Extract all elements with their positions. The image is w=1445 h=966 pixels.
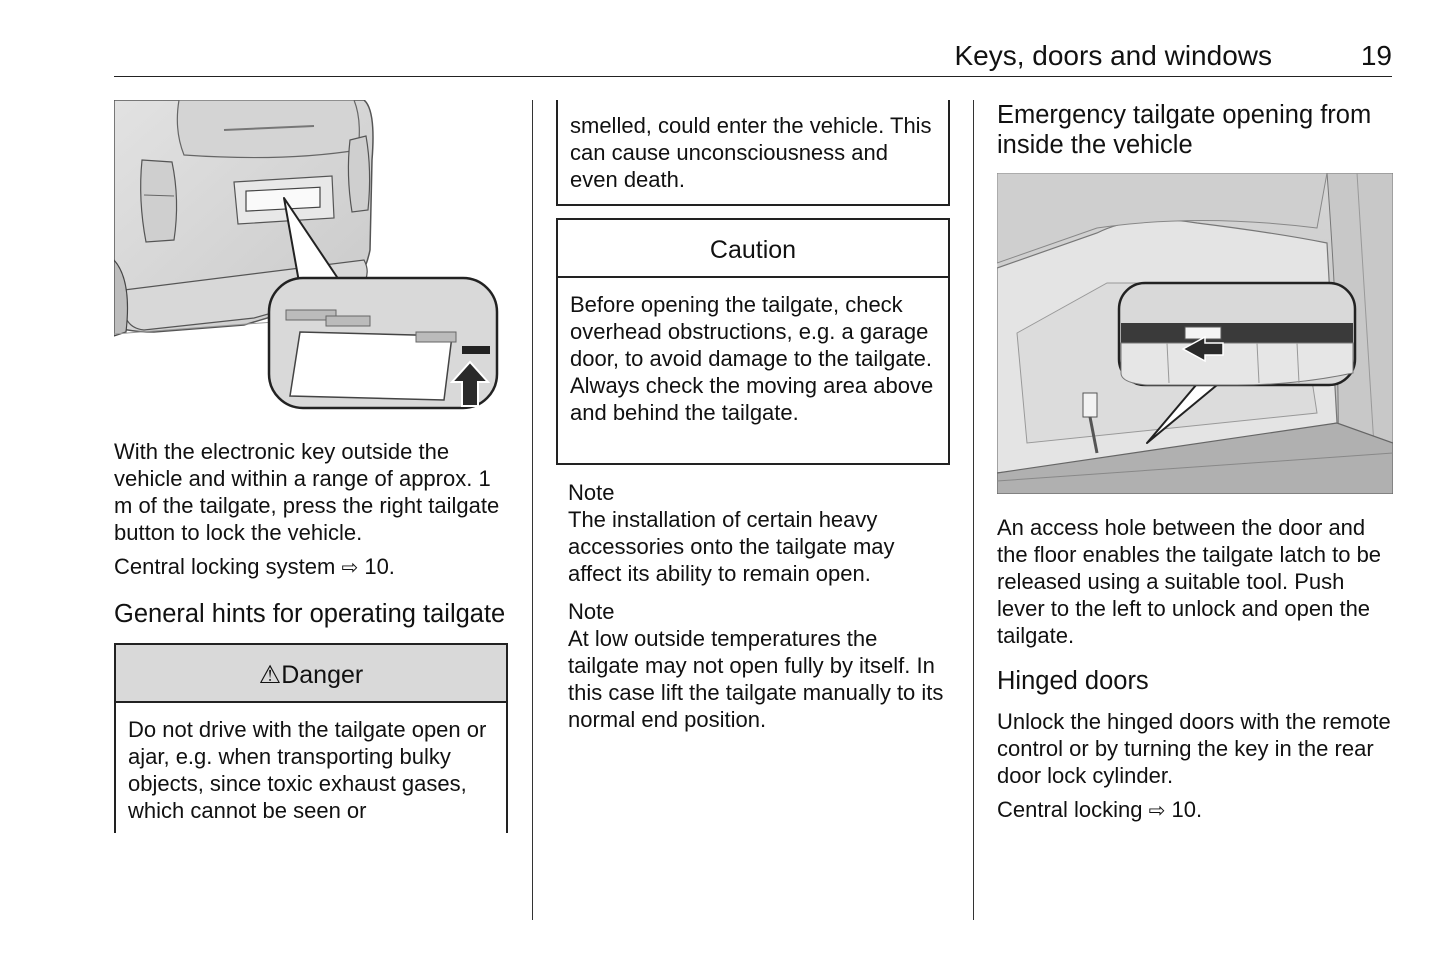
column-1 bbox=[114, 100, 508, 833]
heading-emergency-opening: Emergency tailgate opening from inside the vehicle bbox=[997, 101, 1372, 159]
warning-triangle-icon: ⚠ bbox=[258, 661, 282, 689]
heading-hinged-doors: Hinged doors bbox=[997, 667, 1149, 695]
danger-body bbox=[116, 703, 506, 836]
cross-reference-central-locking-system bbox=[114, 553, 508, 582]
paragraph-access-hole: An access hole between the door and the floor enables the tailgate latch to be released using a suitable tool. Push lever to the left to unlock and open the tailgate. bbox=[997, 515, 1382, 648]
note-text: The installation of certain heavy accessories onto the tailgate may affect its ability to remain open. bbox=[568, 507, 895, 586]
paragraph-lock-with-key: With the electronic key outside the vehicle and within a range of approx. 1 m of the tailgate, press the right tailgate button to lock the vehicle. bbox=[114, 439, 500, 545]
column-divider-1 bbox=[532, 100, 533, 920]
note-label: Note bbox=[568, 599, 615, 624]
danger-continued-text: smelled, could enter the vehicle. This can cause unconsciousness and even death. bbox=[570, 113, 932, 192]
emergency-latch-illustration bbox=[997, 173, 1393, 494]
caution-box bbox=[556, 218, 950, 465]
page-number: 19 bbox=[1360, 40, 1392, 71]
note-text: At low outside temperatures the tailgate may not open fully by itself. In this case lift the tailgate manually to its normal end position. bbox=[568, 626, 944, 732]
cross-reference-central-locking bbox=[997, 796, 1393, 825]
danger-continued-body bbox=[558, 100, 948, 205]
column-divider-2 bbox=[973, 100, 974, 920]
danger-box bbox=[114, 643, 508, 833]
danger-box-continued bbox=[556, 100, 950, 206]
reference-text: Central locking system bbox=[114, 554, 336, 579]
danger-title: Danger bbox=[281, 661, 364, 689]
tailgate-button-illustration bbox=[114, 100, 508, 416]
note-heavy-accessories bbox=[556, 479, 950, 587]
reference-page: 10. bbox=[1171, 797, 1203, 822]
reference-arrow-icon: ⇨ bbox=[341, 557, 359, 579]
caution-text: Before opening the tailgate, check overhead obstructions, e.g. a garage door, to avoid damage to the tailgate. Always check the moving area above and behind the tailgate. bbox=[570, 292, 934, 425]
caution-body bbox=[558, 278, 948, 438]
header-rule bbox=[114, 76, 1392, 77]
note-label: Note bbox=[568, 480, 615, 505]
column-2 bbox=[556, 100, 950, 733]
reference-text: Central locking bbox=[997, 797, 1143, 822]
danger-header bbox=[116, 645, 506, 703]
note-low-temperatures bbox=[556, 598, 950, 733]
caution-title: Caution bbox=[558, 220, 948, 278]
section-title: Keys, doors and windows bbox=[954, 40, 1272, 71]
reference-page: 10. bbox=[364, 554, 395, 579]
danger-text: Do not drive with the tailgate open or ajar, e.g. when transporting bulky objects, since toxic exhaust gases, which cannot be seen or bbox=[128, 717, 487, 823]
reference-arrow-icon: ⇨ bbox=[1148, 800, 1166, 822]
paragraph-unlock-hinged-doors: Unlock the hinged doors with the remote control or by turning the key in the rear door lock cylinder. bbox=[997, 709, 1391, 788]
column-3 bbox=[997, 100, 1393, 825]
heading-general-hints: General hints for operating tailgate bbox=[114, 600, 506, 628]
